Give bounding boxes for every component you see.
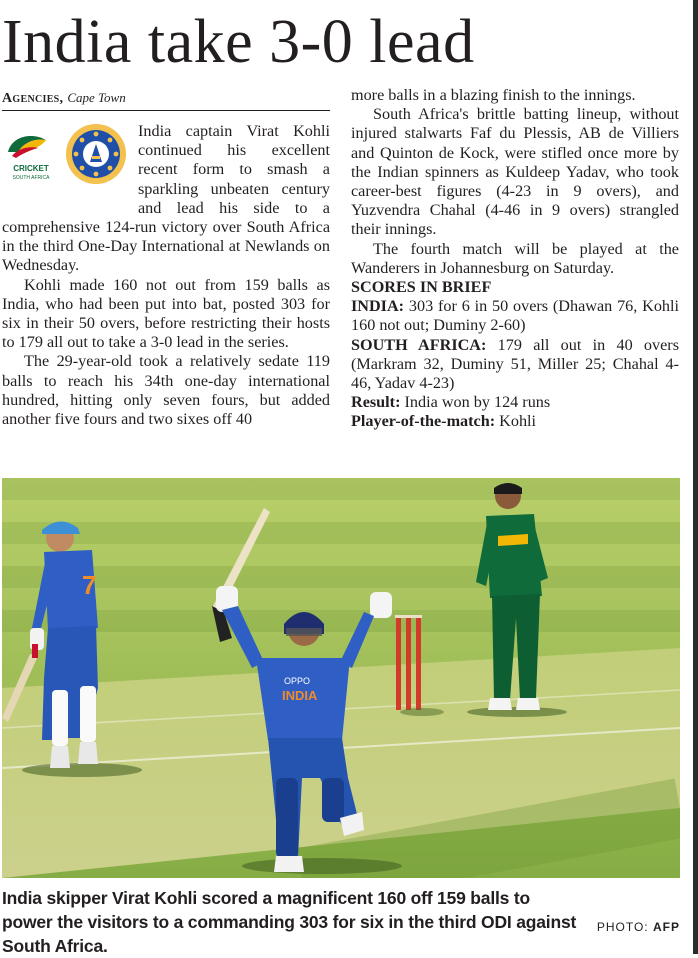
potm-line — [351, 412, 679, 431]
byline-place: Cape Town — [67, 90, 126, 105]
result-line — [351, 393, 679, 412]
sa-score-line — [351, 336, 679, 394]
jersey-number: 7 — [82, 570, 97, 600]
match-photo — [2, 478, 680, 878]
sa-score: 179 all out in 40 overs (Markram 32, Duminy 51, Miller 25; Chahal 4-46, Yadav 4-23) — [351, 335, 679, 393]
byline-agency: Agencies, — [2, 91, 64, 106]
stumps — [395, 615, 422, 710]
photo-credit-source: AFP — [653, 920, 680, 934]
photo-credit-label: PHOTO: — [596, 920, 649, 934]
sponsor-text: OPPO — [284, 676, 311, 686]
cricket-logo-word: CRICKET — [13, 164, 49, 173]
shirt-text: INDIA — [282, 688, 318, 703]
india-score-line — [351, 297, 679, 335]
page-edge-rule — [693, 0, 698, 954]
cricket-logo-sub: SOUTH AFRICA — [12, 175, 50, 181]
photo-credit — [597, 920, 680, 934]
bcci-logo — [64, 122, 128, 186]
potm-text: Kohli — [499, 412, 537, 431]
article-paragraph-1: India captain Virat Kohli continued his excellent recent form to smash a sparkling unbeaten century and lead his side to a comprehensive 124-run victory over South Africa in the third One-Day International at Newlands on Wednesday. — [2, 122, 330, 275]
article-column-2 — [351, 86, 679, 432]
result-text: India won by 124 runs — [404, 393, 551, 412]
cricket-south-africa-logo — [2, 126, 60, 184]
article-paragraph-2: Kohli made 160 not out from 159 balls as India, who had been put into bat, posted 303 for six in their 50 overs, before restricting their hosts to 179 all out to take a 3-0 lead in the series. — [2, 275, 330, 352]
match-photo-illustration — [2, 478, 680, 878]
headline: India take 3-0 lead — [2, 8, 475, 76]
byline — [2, 88, 330, 111]
article-paragraph-3: The 29-year-old took a relatively sedate 119 balls to reach his 34th one-day international hundred, hitting only seven fours, but added another five fours and two sixes off 40 — [2, 352, 330, 429]
india-label: INDIA: — [351, 297, 405, 316]
potm-label: Player-of-the-match: — [351, 412, 496, 431]
scores-heading: SCORES IN BRIEF — [351, 278, 492, 297]
result-label: Result: — [351, 393, 401, 412]
india-score: 303 for 6 in 50 overs (Dhawan 76, Kohli 160 not out; Duminy 2-60) — [351, 297, 679, 335]
photo-caption: India skipper Virat Kohli scored a magnificent 160 off 159 balls to power the visitors to a commanding 303 for six in the third ODI against South Africa. — [2, 888, 577, 956]
article-paragraph-3-cont: more balls in a blazing finish to the innings. — [351, 86, 636, 104]
sa-label: SOUTH AFRICA: — [351, 335, 487, 354]
article-paragraph-5: The fourth match will be played at the Wanderers in Johannesburg on Saturday. — [351, 239, 679, 277]
logos — [2, 122, 132, 186]
article-paragraph-4: South Africa's brittle batting lineup, without injured stalwarts Faf du Plessis, AB de Villiers and Quinton de Kock, were stifled once more by the Indian spinners as Kuldeep Yadav, who took career-best figures (4-23 in 9 overs), and Yuzvendra Chahal (4-46 in 9 overs) strangled their innings. — [351, 105, 679, 239]
